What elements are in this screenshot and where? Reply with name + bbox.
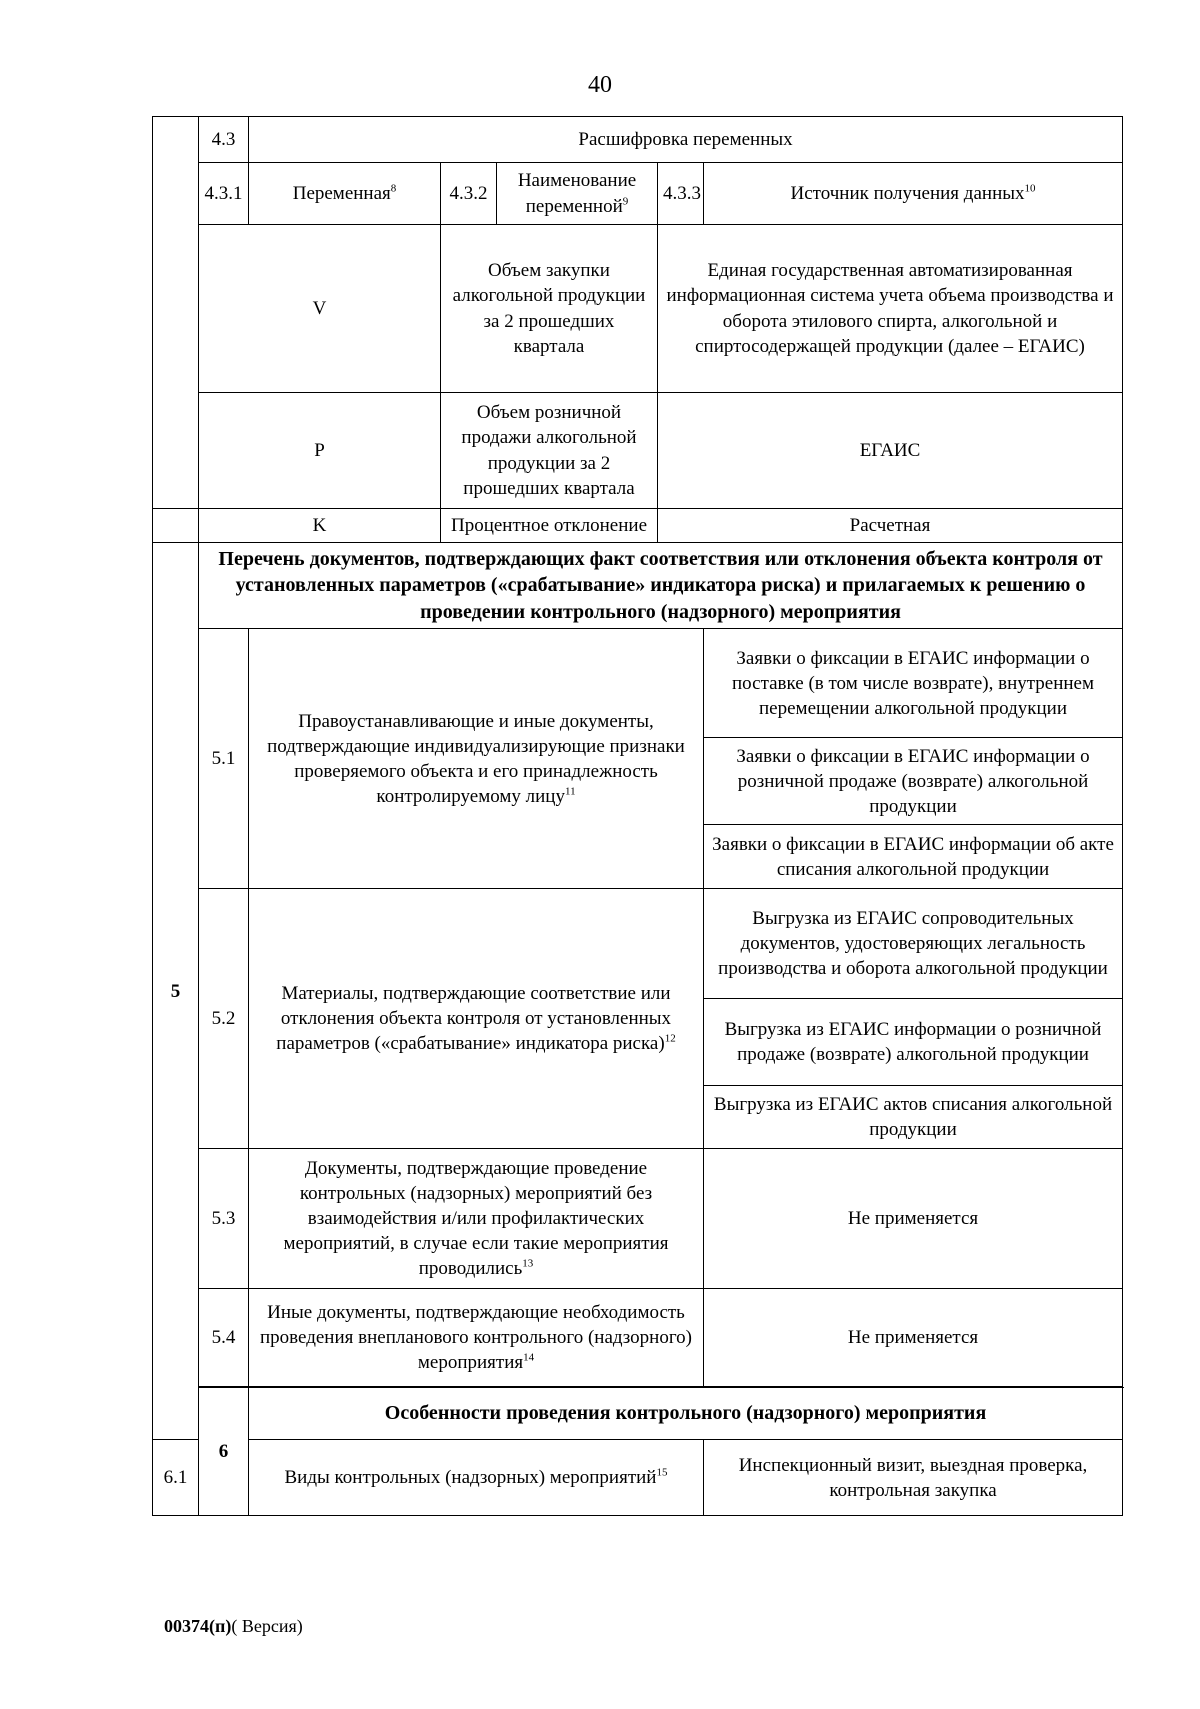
header-source: Источник получения данных$^{10}$ xyxy=(704,163,1123,225)
section5-num: 5 xyxy=(153,543,199,1440)
section6-num: 6 xyxy=(199,1388,249,1516)
item-text: Правоустанавливающие и иные документы, подтверждающие индивидуализирующие признаки проверяемого объекта и его принадлежность контролируемому лицу$^{11}$ xyxy=(249,629,704,889)
item-doc: Выгрузка из ЕГАИС информации о розничной продаже (возврате) алкогольной продукции xyxy=(704,999,1123,1086)
footer xyxy=(164,1616,303,1637)
variable-source: Единая государственная автоматизированная информационная система учета объема производства и оборота этилового спирта, алкогольной и спиртосодержащей продукции (далее – ЕГАИС) xyxy=(658,225,1123,393)
item-doc: Выгрузка из ЕГАИС сопроводительных документов, удостоверяющих легальность производства и оборота алкогольной продукции xyxy=(704,889,1123,999)
page-number: 40 xyxy=(588,72,612,98)
variable-name: Объем закупки алкогольной продукции за 2 прошедших квартала xyxy=(441,225,658,393)
item-value: Инспекционный визит, выездная проверка, контрольная закупка xyxy=(704,1440,1123,1516)
section5-title: Перечень документов, подтверждающих факт соответствия или отклонения объекта контроля от установленных параметров («срабатывание» индикатора риска) и прилагаемых к решению о проведении контрольного (надзорного) мероприятия xyxy=(199,543,1123,629)
item-num: 5.2 xyxy=(199,889,249,1149)
header-num-source: 4.3.3 xyxy=(658,163,704,225)
decoding-num: 4.3 xyxy=(199,117,249,163)
item-num: 5.3 xyxy=(199,1149,249,1289)
item-value: Не применяется xyxy=(704,1289,1123,1387)
item-text: Виды контрольных (надзорных) мероприятий$^{15}$ xyxy=(249,1440,704,1516)
header-variable-name: Наименование переменной$^9$ xyxy=(497,163,658,225)
item-text: Иные документы, подтверждающие необходимость проведения внепланового контрольного (надзорного) мероприятия$^{14}$ xyxy=(249,1289,704,1387)
footer-code: 00374(п) xyxy=(164,1616,232,1636)
item-doc: Выгрузка из ЕГАИС актов списания алкогольной продукции xyxy=(704,1086,1123,1149)
variable-symbol: K xyxy=(199,509,441,543)
item-num: 6.1 xyxy=(153,1440,199,1516)
item-num: 5.4 xyxy=(199,1289,249,1387)
variable-name: Объем розничной продажи алкогольной продукции за 2 прошедших квартала xyxy=(441,393,658,509)
footer-suffix: ( Версия) xyxy=(231,1616,303,1636)
item-text: Документы, подтверждающие проведение контрольных (надзорных) мероприятий без взаимодействия и/или профилактических мероприятий, в случае если такие мероприятия проводились$^{13}$ xyxy=(249,1149,704,1289)
section6-title: Особенности проведения контрольного (надзорного) мероприятия xyxy=(249,1388,1123,1440)
item-value: Не применяется xyxy=(704,1149,1123,1289)
decoding-title: Расшифровка переменных xyxy=(249,117,1123,163)
document-table xyxy=(152,116,1123,1516)
variable-name: Процентное отклонение xyxy=(441,509,658,543)
header-variable: Переменная$^8$ xyxy=(249,163,441,225)
section4-num-cell xyxy=(153,117,199,163)
variable-symbol: P xyxy=(199,393,441,509)
variable-source: ЕГАИС xyxy=(658,393,1123,509)
item-doc: Заявки о фиксации в ЕГАИС информации о розничной продаже (возврате) алкогольной продукции xyxy=(704,738,1123,825)
item-doc: Заявки о фиксации в ЕГАИС информации о поставке (в том числе возврате), внутреннем перемещении алкогольной продукции xyxy=(704,629,1123,738)
header-num-variable: 4.3.1 xyxy=(199,163,249,225)
header-num-name: 4.3.2 xyxy=(441,163,497,225)
item-text: Материалы, подтверждающие соответствие или отклонения объекта контроля от установленных параметров («срабатывание» индикатора риска)$^{12}$ xyxy=(249,889,704,1149)
item-doc: Заявки о фиксации в ЕГАИС информации об акте списания алкогольной продукции xyxy=(704,825,1123,889)
variable-symbol: V xyxy=(199,225,441,393)
item-num: 5.1 xyxy=(199,629,249,889)
variable-source: Расчетная xyxy=(658,509,1123,543)
